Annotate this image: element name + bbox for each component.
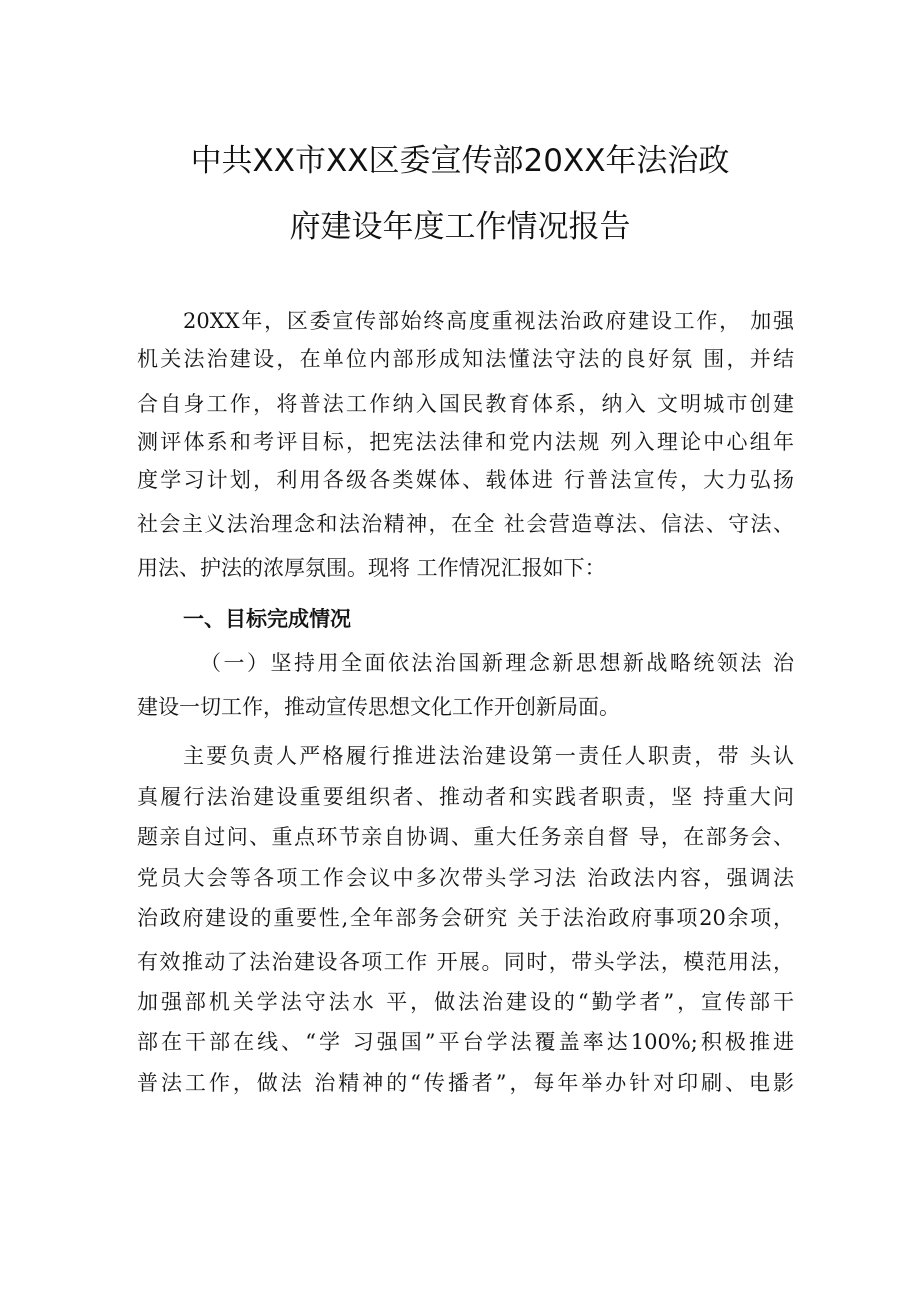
paragraph-3-line: 治政府建设的重要性,全年部务会研究 关于法治政府事项20余项，: [137, 906, 794, 930]
paragraph-1-line: 机关法治建设，在单位内部形成知法懂法守法的良好氛 围，并结: [137, 347, 794, 371]
section-heading: 一、目标完成情况: [183, 607, 351, 631]
paragraph-2-line: 建设一切工作，推动宣传思想文化工作开创新局面。: [137, 695, 620, 719]
document-title-line-1: 中共XX市XX区委宣传部20XX年法治政: [190, 143, 730, 179]
document-title-line-2: 府建设年度工作情况报告: [289, 209, 631, 245]
paragraph-1-line: 合自身工作，将普法工作纳入国民教育体系，纳入 文明城市创建: [137, 392, 794, 416]
paragraph-3-line: 普法工作，做法 治精神的“传播者”，每年举办针对印刷、电影: [137, 1071, 794, 1095]
paragraph-1-line: 用法、护法的浓厚氛围。现将 工作情况汇报如下：: [137, 556, 606, 580]
paragraph-3-line: 有效推动了法治建设各项工作 开展。同时，带头学法，模范用法，: [137, 950, 794, 974]
paragraph-1-line: 社会主义法治理念和法治精神，在全 社会营造尊法、信法、守法、: [137, 512, 794, 536]
paragraph-3-line: 题亲自过问、重点环节亲自协调、重大任务亲自督 导，在部务会、: [137, 825, 794, 849]
paragraph-3-line: 真履行法治建设重要组织者、推动者和实践者职责，坚 持重大问: [137, 785, 794, 809]
paragraph-3-line: 部在干部在线、“学 习强国”平台学法覆盖率达100%;积极推进: [137, 1030, 794, 1054]
paragraph-1-line: 度学习计划，利用各级各类媒体、载体进 行普法宣传，大力弘扬: [137, 468, 794, 492]
paragraph-3-line: 主要负责人严格履行推进法治建设第一责任人职责，带 头认: [183, 744, 794, 768]
paragraph-1-line: 20XX年，区委宣传部始终高度重视法治政府建设工作， 加强: [183, 309, 794, 333]
paragraph-1-line: 测评体系和考评目标，把宪法法律和党内法规 列入理论中心组年: [137, 430, 794, 454]
paragraph-2-line: （一）坚持用全面依法治国新理念新思想新战略统领法 治: [200, 651, 794, 675]
paragraph-3-line: 加强部机关学法守法水 平，做法治建设的“勤学者”，宣传部干: [137, 990, 794, 1014]
paragraph-3-line: 党员大会等各项工作会议中多次带头学习法 治政法内容，强调法: [137, 866, 794, 890]
